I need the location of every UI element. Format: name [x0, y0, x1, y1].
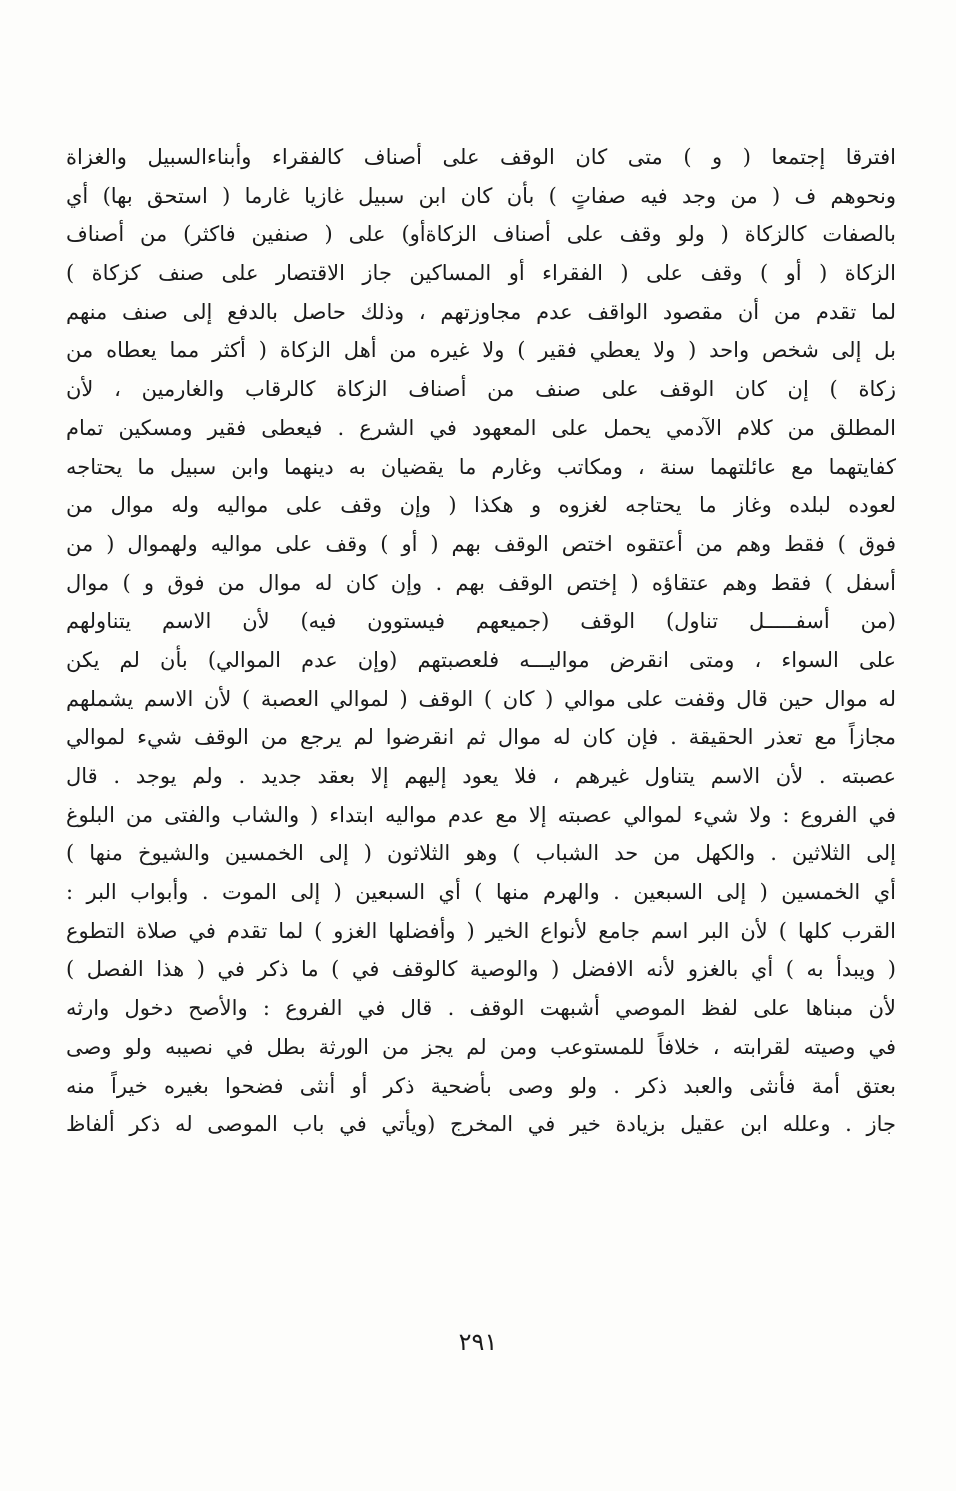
page-number: ٢٩١ — [458, 1328, 498, 1356]
body-text — [66, 138, 896, 1144]
text-line: لأن مبناها على لفظ الموصي أشبهت الوقف . قال في الفروع : والأصح دخول وارثه — [66, 996, 896, 1021]
text-line: ونحوهم ف ( من وجد فيه صفاتٍ ) بأن كان ابن سبيل غازيا غارما ( استحق بها) أي — [66, 183, 896, 208]
text-line: في وصيته لقرابته ، خلافاً للمستوعب ومن لم يجز من الورثة بطل في نصيبه ولو وصى — [66, 1034, 896, 1059]
text-line: مجازاً مع تعذر الحقيقة . فإن كان له موال ثم انقرضوا لم يرجع من الوقف شيء لموالي — [66, 725, 896, 750]
text-line: أسفل ) فقط وهم عتقاؤه ( إختص الوقف بهم . وإن كان له موال من فوق و ) موال — [66, 570, 896, 595]
text-line: بل إلى شخص واحد ( ولا يعطي فقير ) ولا غيره من أهل الزكاة ( أكثر مما يعطاه من — [66, 338, 896, 363]
text-line: بعتق أمة فأنثى والعبد ذكر . ولو وصى بأضحية ذكر أو أنثى فضحوا بغيره خيراً منه — [66, 1073, 896, 1098]
text-line: ( ويبدأ به ) أي بالغزو لأنه الافضل ( والوصية كالوقف في ) ما ذكر في ( هذا الفصل ) — [66, 957, 896, 982]
text-line: جاز . وعلله ابن عقيل بزيادة خير في المخرج (ويأتي في باب الموصى له ذكر ألفاظ — [66, 1112, 896, 1137]
text-line: لعوده لبلده وغاز ما يحتاجه لغزوه و هكذا ( وإن وقف على مواليه وله موال من — [66, 493, 896, 518]
text-line: كفايتهما مع عائلتهما سنة ، ومكاتب وغارم ما يقضيان به دينهما وابن سبيل ما يحتاجه — [66, 454, 896, 479]
text-line: لما تقدم من أن مقصود الواقف عدم مجاوزتهم ، وذلك حاصل بالدفع إلى صنف منهم — [66, 299, 896, 324]
text-line: افترقا إجتمعا ( و ) متى كان الوقف على أصناف كالفقراء وأبناءالسبيل والغزاة — [66, 145, 896, 169]
text-line: (من أسفـــــل تناول) الوقف (جميعهم فيستوون فيه) لأن الاسم يتناولهم — [66, 609, 896, 634]
text-line: عصبته . لأن الاسم يتناول غيرهم ، فلا يعود إليهم إلا بعقد جديد . ولم يوجد . قال — [66, 764, 896, 788]
text-line: بالصفات كالزكاة ( ولو وقف على أصناف الزكاةأو) على ( صنفين فاكثر) من أصناف — [66, 222, 896, 247]
text-line: أي الخمسين ( إلى السبعين . والهرم منها ) أي السبعين ( إلى الموت . وأبواب البر : — [66, 880, 896, 905]
text-line: القرب كلها ) لأن البر اسم جامع لأنواع الخير ( وأفضلها الغزو ) لما تقدم في صلاة التطوع — [66, 918, 896, 943]
text-line: إلى الثلاثين . والكهل من حد الشباب ) وهو الثلاثون ( إلى الخمسين والشيوخ منها ) — [66, 841, 896, 866]
text-line: في الفروع : ولا شيء لموالي عصبته إلا مع عدم مواليه ابتداء ( والشاب والفتى من البلوغ — [66, 802, 896, 827]
text-line: الزكاة ( أو ) وقف على ( الفقراء أو المساكين جاز الاقتصار على صنف كزكاة ) — [66, 261, 896, 286]
text-line: زكاة ) إن كان الوقف على صنف من أصناف الزكاة كالرقاب والغارمين ، لأن — [66, 377, 896, 402]
text-line: على السواء ، ومتى انقرض مواليـــه فلعصبتهم (وإن عدم الموالي) بأن لم يكن — [66, 647, 896, 672]
text-line: المطلق من كلام الآدمي يحمل على المعهود في الشرع . فيعطى فقير ومسكين تمام — [66, 415, 896, 440]
text-line: فوق ) فقط وهم من أعتقوه اختص الوقف بهم ( أو ) وقف على مواليه ولهموال ( من — [66, 531, 896, 556]
text-line: له موال حين قال وقفت على موالي ( كان ) الوقف ( لموالي العصبة ) لأن الاسم يشملهم — [66, 686, 896, 711]
